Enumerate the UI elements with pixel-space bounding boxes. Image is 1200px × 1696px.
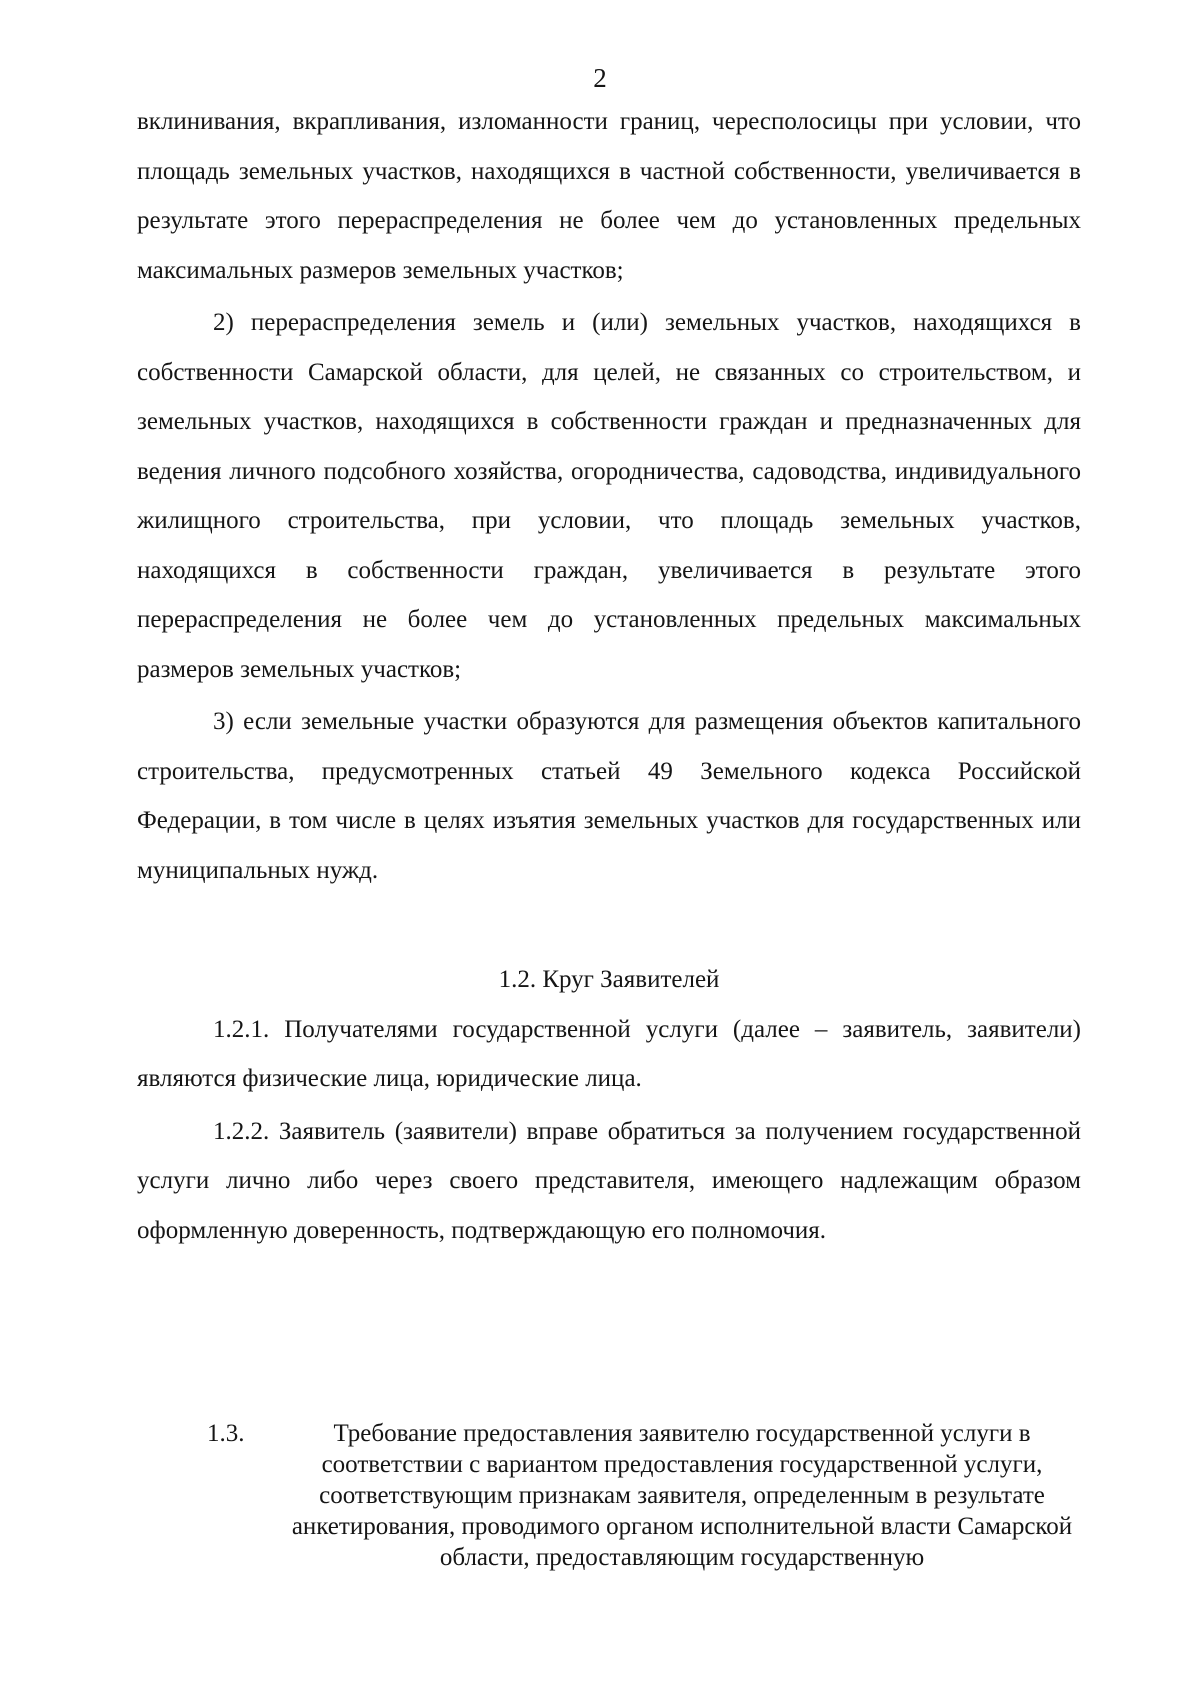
page-number: 2 (593, 63, 607, 93)
paragraph-1-2-2: 1.2.2. Заявитель (заявители) вправе обратиться за получением государственной услуги лично либо через своего представителя, имеющего надлежащим образом оформленную доверенность, подтверждающую его полномочия. (137, 1117, 1081, 1244)
paragraph-item-2: 2) перераспределения земель и (или) земельных участков, находящихся в собственности Самарской области, для целей, не связанных со строительством, и земельных участков, находящихся в собственности граждан и предназначенных для ведения личного подсобного хозяйства, огородничества, садоводства, индивидуального жилищного строительства, при условии, что площадь земельных участков, находящихся в собственности граждан, увеличивается в результате этого перераспределения не более чем до установленных предельных максимальных размеров земельных участков; (137, 309, 1081, 683)
paragraph-1-2-1: 1.2.1. Получателями государственной услуги (далее – заявитель, заявители) являются физические лица, юридические лица. (137, 1015, 1081, 1092)
section-number-1-3: 1.3. (207, 1420, 245, 1447)
document-body (137, 97, 1081, 1255)
section-title-1-3: Требование предоставления заявителю государственной услуги в соответствии с вариантом предоставления государственной услуги, соответствующим признакам заявителя, определенным в результате анкетирования, проводимого органом исполнительной власти Самарской области, предоставляющим государственную (291, 1420, 1073, 1571)
paragraph-item-3: 3) если земельные участки образуются для размещения объектов капитального строительства, предусмотренных статьей 49 Земельного кодекса Российской Федерации, в том числе в целях изъятия земельных участков для государственных или муниципальных нужд. (137, 708, 1081, 884)
paragraph-continuation: вклинивания, вкрапливания, изломанности границ, чересполосицы при условии, что площадь земельных участков, находящихся в частной собственности, увеличивается в результате этого перераспределения не более чем до установленных предельных максимальных размеров земельных участков; (137, 108, 1081, 284)
section-heading-1-2: 1.2. Круг Заявителей (498, 966, 720, 993)
section-1-3 (207, 1418, 1087, 1573)
